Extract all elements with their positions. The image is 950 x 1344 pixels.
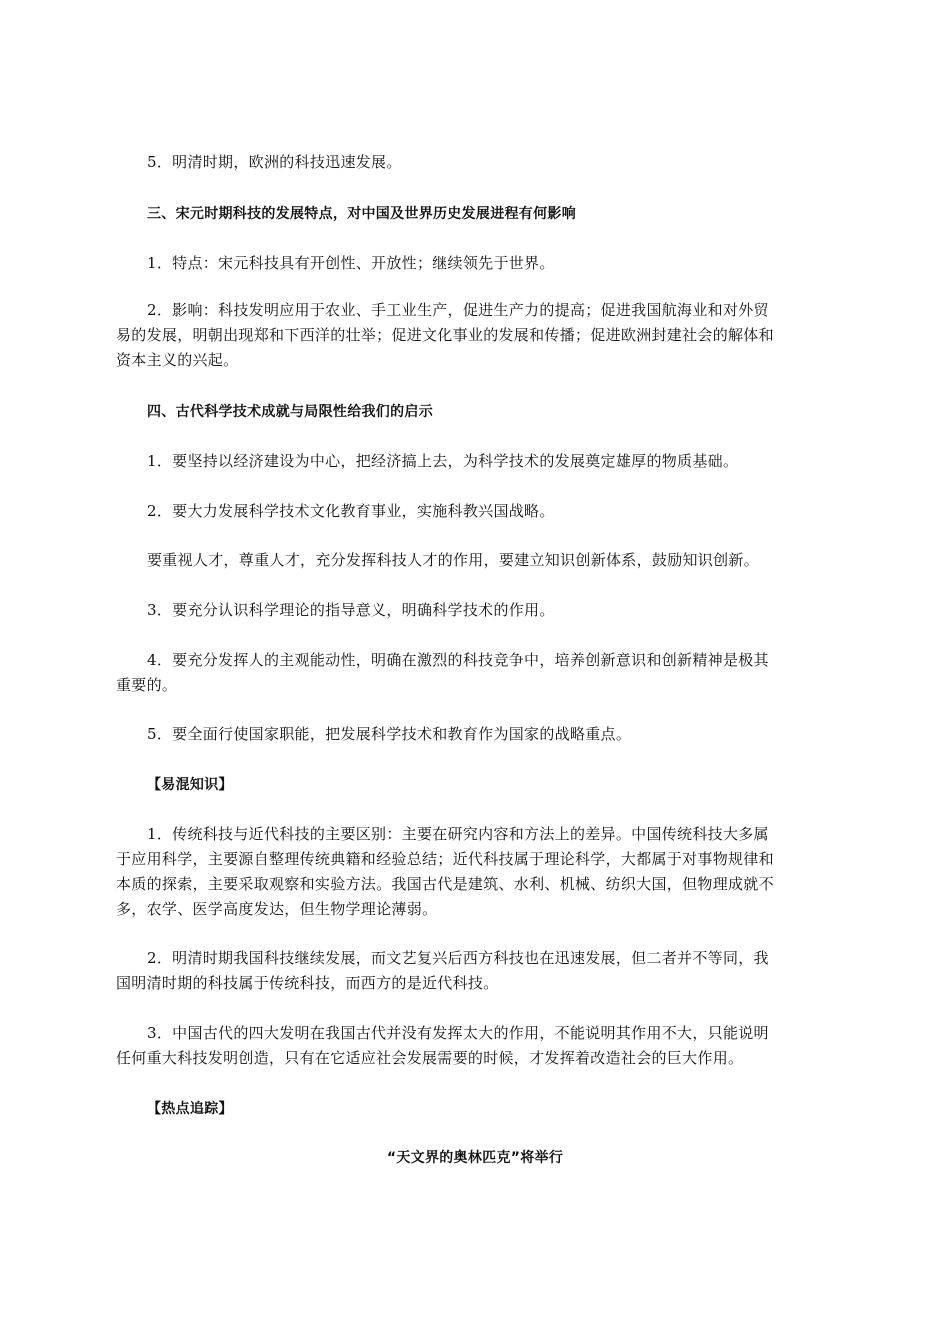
confusing-point-2-line-1: 2．明清时期我国科技继续发展，而文艺复兴后西方科技也在迅速发展，但二者并不等同，我 bbox=[147, 949, 769, 967]
heading-confusing-knowledge: 【易混知识】 bbox=[147, 777, 233, 793]
paragraph-4-5: 5．要全面行使国家职能，把发展科学技术和教育作为国家的战略重点。 bbox=[147, 725, 632, 743]
heading-section-4: 四、古代科学技术成就与局限性给我们的启示 bbox=[147, 404, 433, 420]
paragraph-4-2: 2．要大力发展科学技术文化教育事业，实施科教兴国战略。 bbox=[147, 502, 555, 520]
paragraph-4-4-line-2: 重要的。 bbox=[116, 676, 178, 694]
paragraph-4-3: 3．要充分认识科学理论的指导意义，明确科学技术的作用。 bbox=[147, 601, 555, 619]
paragraph-3-2-line-1: 2．影响：科技发明应用于农业、手工业生产，促进生产力的提高；促进我国航海业和对外贸 bbox=[147, 301, 769, 319]
confusing-point-1-line-4: 多，农学、医学高度发达，但生物学理论薄弱。 bbox=[116, 900, 438, 918]
heading-hot-topics: 【热点追踪】 bbox=[147, 1101, 233, 1117]
confusing-point-1-line-3: 本质的探索，主要采取观察和实验方法。我国古代是建筑、水利、机械、纺织大国，但物理成就不 bbox=[116, 875, 774, 893]
confusing-point-1-line-2: 于应用科学，主要源自整理传统典籍和经验总结；近代科技属于理论科学，大都属于对事物规律和 bbox=[116, 850, 774, 868]
heading-section-3: 三、宋元时期科技的发展特点，对中国及世界历史发展进程有何影响 bbox=[147, 206, 576, 222]
paragraph-3-1: 1．特点：宋元科技具有开创性、开放性；继续领先于世界。 bbox=[147, 254, 555, 272]
paragraph-4-2-continued: 要重视人才，尊重人才，充分发挥科技人才的作用，要建立知识创新体系，鼓励知识创新。 bbox=[147, 551, 760, 569]
paragraph-3-2-line-3: 资本主义的兴起。 bbox=[116, 351, 239, 369]
confusing-point-3-line-1: 3．中国古代的四大发明在我国古代并没有发挥太大的作用，不能说明其作用不大，只能说明 bbox=[147, 1024, 769, 1042]
paragraph-4-1: 1．要坚持以经济建设为中心，把经济搞上去，为科学技术的发展奠定雄厚的物质基础。 bbox=[147, 452, 739, 470]
confusing-point-3-line-2: 任何重大科技发明创造，只有在它适应社会发展需要的时候，才发挥着改造社会的巨大作用。 bbox=[116, 1049, 744, 1067]
paragraph-4-4-line-1: 4．要充分发挥人的主观能动性，明确在激烈的科技竞争中，培养创新意识和创新精神是极其 bbox=[147, 651, 769, 669]
confusing-point-1-line-1: 1．传统科技与近代科技的主要区别：主要在研究内容和方法上的差异。中国传统科技大多属 bbox=[147, 825, 769, 843]
confusing-point-2-line-2: 国明清时期的科技属于传统科技，而西方的是近代科技。 bbox=[116, 974, 499, 992]
paragraph-ming-qing-europe: 5．明清时期，欧洲的科技迅速发展。 bbox=[147, 153, 402, 171]
paragraph-3-2-line-2: 易的发展，明朝出现郑和下西洋的壮举；促进文化事业的发展和传播；促进欧洲封建社会的解体和 bbox=[116, 326, 774, 344]
hot-topic-title: “天文界的奥林匹克”将举行 bbox=[386, 1150, 564, 1166]
